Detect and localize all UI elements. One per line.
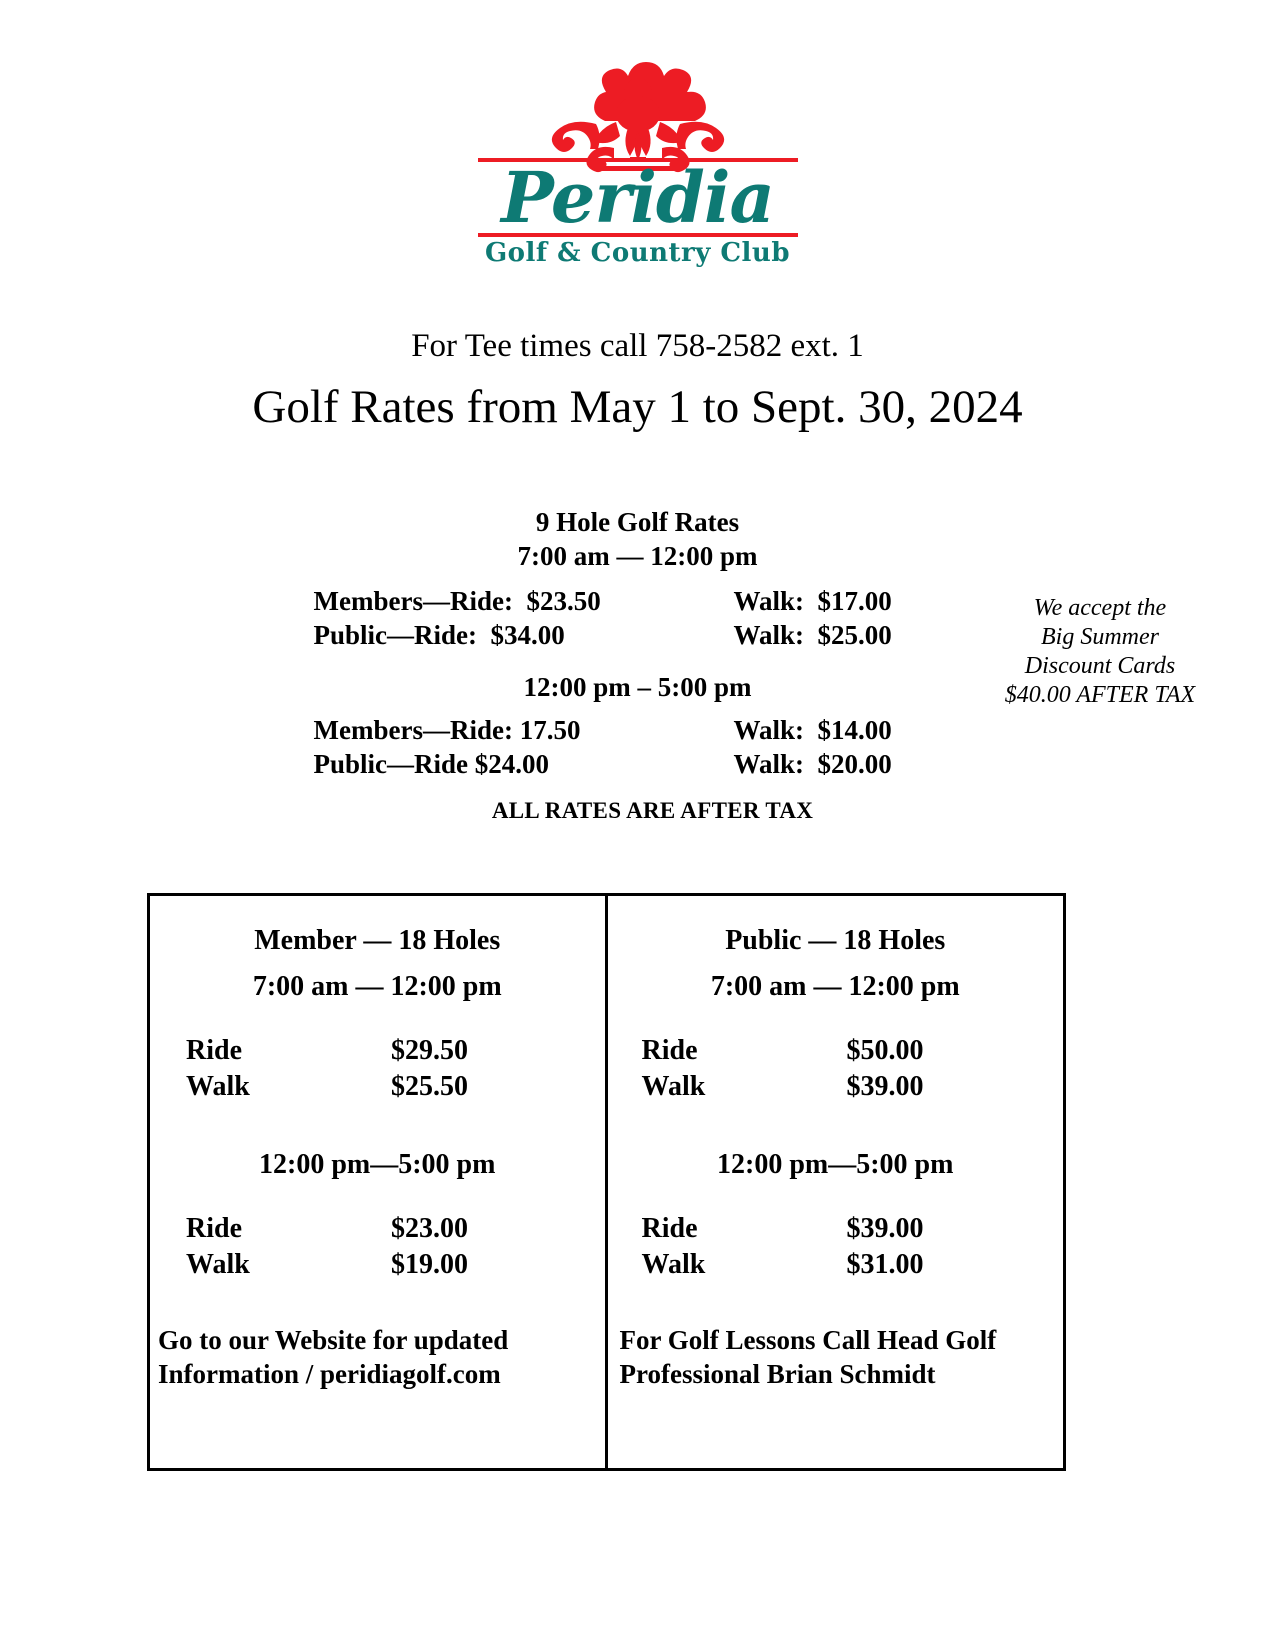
member-column-title: Member — 18 Holes <box>254 925 501 956</box>
nine-hole-afternoon-time: 12:00 pm – 5:00 pm <box>523 672 752 702</box>
price-row <box>186 1247 605 1283</box>
member-note-line-2: Information / peridiagolf.com <box>158 1359 501 1389</box>
public-note-line-1: For Golf Lessons Call Head Golf <box>619 1325 997 1355</box>
discount-note-line-3: Discount Cards <box>1024 653 1176 679</box>
price-row <box>642 1069 1064 1105</box>
rate-walk: Walk: $20.00 <box>733 749 892 779</box>
discount-note-line-1: We accept the <box>1033 595 1167 621</box>
price-label: Walk <box>186 1071 250 1102</box>
rate-row <box>314 618 974 652</box>
public-note-line-2: Professional Brian Schmidt <box>619 1359 936 1389</box>
public-morning-prices <box>608 1005 1064 1105</box>
price-label: Walk <box>641 1249 706 1280</box>
discount-note-line-2: Big Summer <box>1041 624 1159 650</box>
rate-label: Public—Ride: $34.00 <box>313 620 565 650</box>
rate-walk: Walk: $25.00 <box>733 620 892 650</box>
price-row <box>642 1033 1064 1069</box>
member-note-line-1: Go to our Website for updated <box>158 1325 509 1355</box>
price-label: Ride <box>186 1213 242 1244</box>
nine-hole-morning-time: 7:00 am — 12:00 pm <box>517 541 758 571</box>
rate-walk: Walk: $17.00 <box>733 586 892 616</box>
rate-label: Members—Ride: 17.50 <box>313 715 581 745</box>
rate-row <box>314 584 974 618</box>
member-afternoon-prices <box>150 1183 605 1283</box>
price-value: $39.00 <box>846 1213 924 1244</box>
price-value: $29.50 <box>391 1035 468 1066</box>
rate-row <box>314 747 974 781</box>
price-row <box>186 1033 605 1069</box>
rate-walk: Walk: $14.00 <box>733 715 892 745</box>
rate-label: Public—Ride $24.00 <box>313 749 550 779</box>
public-column-title: Public — 18 Holes <box>725 925 946 956</box>
price-value: $50.00 <box>846 1035 924 1066</box>
nine-hole-afternoon-rows <box>302 713 974 781</box>
tee-times-line: For Tee times call 758-2582 ext. 1 <box>411 328 864 364</box>
price-value: $39.00 <box>846 1071 924 1102</box>
public-afternoon-time: 12:00 pm—5:00 pm <box>717 1149 954 1180</box>
public-morning-time: 7:00 am — 12:00 pm <box>710 971 960 1002</box>
eighteen-hole-rates-table <box>147 893 1066 1471</box>
price-label: Walk <box>186 1249 250 1280</box>
price-value: $25.50 <box>391 1071 468 1102</box>
discount-note-line-4: $40.00 AFTER TAX <box>1004 682 1196 708</box>
price-value: $31.00 <box>846 1249 924 1280</box>
public-column-note <box>608 1283 1064 1391</box>
price-row <box>642 1211 1064 1247</box>
price-label: Ride <box>641 1035 698 1066</box>
page-title: Golf Rates from May 1 to Sept. 30, 2024 <box>252 381 1023 433</box>
member-18-holes-column <box>150 896 608 1468</box>
brand-subtitle: Golf & Country Club <box>484 238 791 268</box>
price-label: Ride <box>641 1213 698 1244</box>
brand-name: Peridia <box>501 156 774 239</box>
rate-label: Members—Ride: $23.50 <box>313 586 601 616</box>
nine-hole-morning-rows <box>302 584 974 652</box>
member-morning-time: 7:00 am — 12:00 pm <box>252 971 502 1002</box>
public-afternoon-prices <box>608 1183 1064 1283</box>
member-afternoon-time: 12:00 pm—5:00 pm <box>259 1149 496 1180</box>
price-row <box>186 1211 605 1247</box>
price-label: Walk <box>641 1071 706 1102</box>
rate-row <box>314 713 974 747</box>
price-row <box>186 1069 605 1105</box>
price-value: $19.00 <box>391 1249 468 1280</box>
price-value: $23.00 <box>391 1213 468 1244</box>
price-label: Ride <box>186 1035 242 1066</box>
nine-hole-heading: 9 Hole Golf Rates <box>535 507 740 537</box>
all-rates-after-tax-note: ALL RATES ARE AFTER TAX <box>491 798 814 823</box>
member-morning-prices <box>150 1005 605 1105</box>
member-column-note <box>150 1283 605 1391</box>
club-logo <box>0 62 1275 277</box>
price-row <box>642 1247 1064 1283</box>
public-18-holes-column <box>608 896 1064 1468</box>
discount-card-note <box>955 594 1245 710</box>
